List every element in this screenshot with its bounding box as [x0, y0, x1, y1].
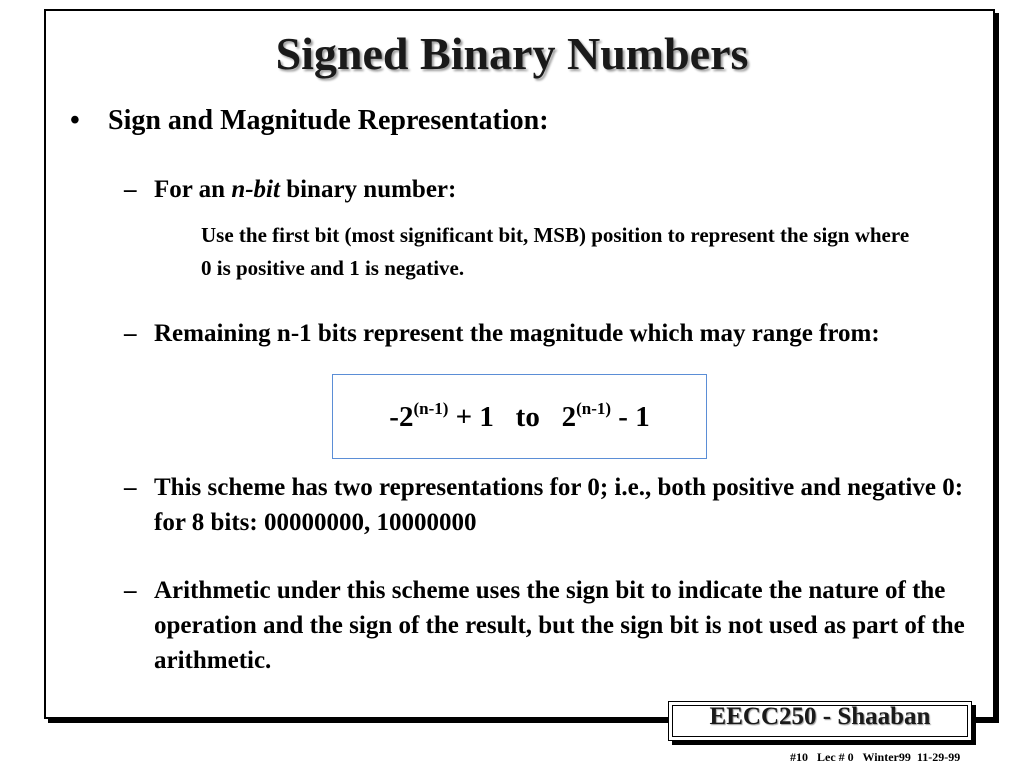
msb-note: Use the first bit (most significant bit, MSB) position to represent the sign where 0 is positive and 1 is negative. — [201, 223, 910, 280]
subitem-n-bit — [124, 172, 984, 207]
formula-box — [332, 374, 707, 459]
formula-exp1: (n-1) — [413, 399, 449, 418]
subitem-prefix: For an — [154, 176, 232, 203]
footer-label: EECC250 - Shaaban — [709, 703, 931, 730]
bullet-text: Sign and Magnitude Representation: — [108, 105, 549, 136]
dash-marker: – — [124, 474, 137, 501]
subitem-arithmetic — [124, 573, 984, 678]
formula-part3: - 1 — [611, 401, 650, 433]
subitem-remaining-bits — [124, 316, 944, 351]
formula-part1: -2 — [389, 401, 414, 433]
subitem-text: Arithmetic under this scheme uses the sign bit to indicate the nature of the operation and the sign of the result, but the sign bit is not used as part of the arithmetic. — [154, 577, 965, 674]
formula-exp2: (n-1) — [576, 399, 612, 418]
subitem-text — [154, 172, 984, 207]
dash-marker: – — [124, 577, 137, 604]
slide-meta: #10 Lec # 0 Winter99 11-29-99 — [790, 750, 961, 764]
dash-marker: – — [124, 320, 137, 347]
subitem-text: This scheme has two representations for 0; i.e., both positive and negative 0: for 8 bits: 00000000, 10000000 — [154, 474, 964, 536]
subitem-italic: n-bit — [231, 176, 280, 203]
slide-title: Signed Binary Numbers — [275, 28, 749, 79]
subitem-text: Remaining n-1 bits represent the magnitude which may range from: — [154, 320, 880, 347]
dash-marker: – — [124, 176, 137, 203]
range-formula — [333, 399, 706, 434]
bullet-marker: • — [70, 105, 80, 136]
footer-label-box — [668, 701, 972, 741]
subitem-two-zeros — [124, 470, 984, 540]
subitem-suffix: binary number: — [279, 176, 457, 203]
formula-part2: + 1 to 2 — [448, 401, 577, 433]
